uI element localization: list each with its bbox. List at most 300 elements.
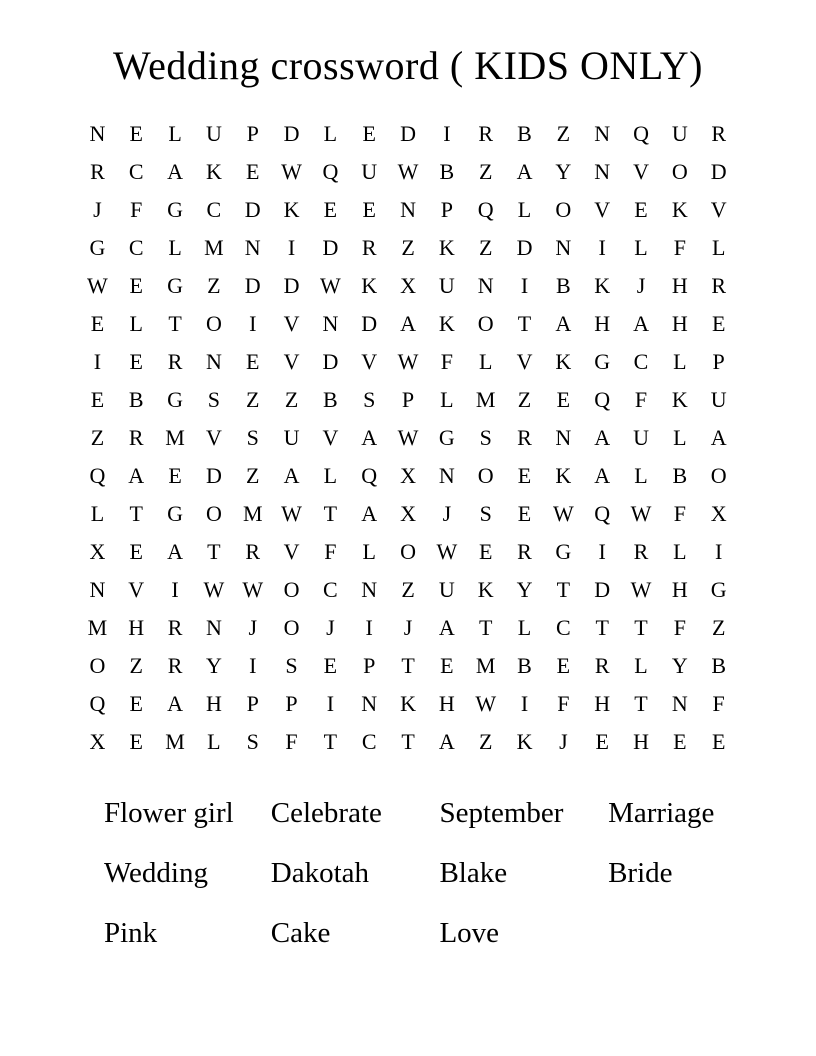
grid-cell: U xyxy=(438,273,455,298)
grid-cell: H xyxy=(594,691,611,716)
grid-cell: V xyxy=(322,425,339,450)
grid-cell: A xyxy=(516,159,533,184)
grid-cell: W xyxy=(281,501,302,526)
grid-cell: N xyxy=(205,615,222,640)
grid-cell: E xyxy=(90,387,105,412)
grid-cell: U xyxy=(710,387,727,412)
grid-cell: U xyxy=(283,425,300,450)
grid-cell: R xyxy=(711,273,726,298)
grid-cell: T xyxy=(595,615,609,640)
grid-row xyxy=(78,115,738,153)
grid-cell: D xyxy=(516,235,533,260)
grid-cell: T xyxy=(129,501,143,526)
grid-cell: M xyxy=(204,235,224,260)
grid-cell: K xyxy=(400,691,416,716)
grid-cell: L xyxy=(323,121,338,146)
grid-cell: E xyxy=(129,539,143,564)
grid-cell: W xyxy=(203,577,225,602)
grid-cell: K xyxy=(516,729,533,754)
grid-row xyxy=(78,343,738,381)
grid-cell: A xyxy=(167,159,184,184)
grid-cell: N xyxy=(244,235,261,260)
grid-cell: N xyxy=(322,311,339,336)
grid-cell: T xyxy=(401,729,415,754)
grid-cell: B xyxy=(711,653,726,678)
grid-cell: M xyxy=(87,615,108,640)
grid-cell: A xyxy=(438,615,455,640)
grid-cell: Q xyxy=(633,121,649,146)
grid-cell: N xyxy=(205,349,222,374)
grid-cell: Q xyxy=(594,387,611,412)
word-list xyxy=(58,761,758,963)
grid-cell: A xyxy=(400,311,416,336)
grid-cell: V xyxy=(633,159,649,184)
grid-cell: X xyxy=(89,539,106,564)
grid-cell: W xyxy=(475,691,497,716)
grid-cell: V xyxy=(710,197,727,222)
grid-row xyxy=(78,267,738,305)
grid-cell: E xyxy=(129,273,143,298)
grid-cell: R xyxy=(167,349,183,374)
grid-cell: W xyxy=(436,539,458,564)
grid-cell: U xyxy=(671,121,688,146)
grid-cell: M xyxy=(475,387,496,412)
grid-cell: O xyxy=(710,463,727,488)
word-list-item: September xyxy=(439,796,564,829)
grid-cell: R xyxy=(167,653,183,678)
grid-cell: U xyxy=(438,577,455,602)
grid-cell: J xyxy=(636,273,646,298)
grid-cell: G xyxy=(167,387,184,412)
grid-cell: V xyxy=(594,197,611,222)
grid-cell: K xyxy=(594,273,611,298)
grid-cell: J xyxy=(326,615,335,640)
grid-cell: L xyxy=(517,197,532,222)
grid-cell: V xyxy=(283,349,300,374)
grid-cell: C xyxy=(128,235,144,260)
grid-cell: C xyxy=(633,349,649,374)
grid-row xyxy=(78,571,738,609)
grid-cell: D xyxy=(361,311,378,336)
grid-cell: L xyxy=(517,615,532,640)
grid-cell: V xyxy=(361,349,378,374)
grid-cell: Q xyxy=(89,463,106,488)
grid-cell: D xyxy=(244,197,261,222)
grid-cell: F xyxy=(324,539,337,564)
grid-cell: C xyxy=(323,577,338,602)
grid-cell: L xyxy=(207,729,221,754)
grid-cell: E xyxy=(129,729,143,754)
grid-cell: I xyxy=(520,273,529,298)
grid-cell: I xyxy=(715,539,723,564)
grid-cell: Z xyxy=(246,387,260,412)
word-list-item: Wedding xyxy=(104,856,208,889)
grid-cell: I xyxy=(287,235,296,260)
grid-row xyxy=(78,305,738,343)
grid-cell: F xyxy=(634,387,648,412)
grid-cell: R xyxy=(594,653,610,678)
grid-cell: K xyxy=(438,235,455,260)
grid-cell: F xyxy=(440,349,453,374)
grid-cell: D xyxy=(322,235,339,260)
grid-cell: T xyxy=(556,577,571,602)
grid-cell: E xyxy=(129,121,143,146)
grid-cell: J xyxy=(403,615,413,640)
grid-cell: Z xyxy=(284,387,299,412)
grid-cell: W xyxy=(87,273,108,298)
grid-cell: C xyxy=(556,615,571,640)
grid-cell: Z xyxy=(556,121,571,146)
grid-cell: M xyxy=(475,653,496,678)
grid-cell: O xyxy=(205,501,222,526)
grid-cell: N xyxy=(477,273,494,298)
grid-cell: S xyxy=(246,729,259,754)
grid-cell: W xyxy=(397,159,419,184)
grid-cell: S xyxy=(363,387,376,412)
grid-cell: E xyxy=(129,349,143,374)
grid-cell: S xyxy=(207,387,221,412)
grid-cell: N xyxy=(594,121,611,146)
page-title: Wedding crossword ( KIDS ONLY) xyxy=(113,43,703,88)
grid-cell: G xyxy=(555,539,572,564)
grid-cell: E xyxy=(440,653,454,678)
grid-cell: E xyxy=(323,653,338,678)
grid-cell: D xyxy=(283,273,300,298)
grid-cell: G xyxy=(167,273,184,298)
grid-cell: F xyxy=(673,235,686,260)
word-list-item: Pink xyxy=(104,916,158,949)
grid-cell: L xyxy=(634,235,648,260)
grid-row xyxy=(78,229,738,267)
grid-cell: D xyxy=(400,121,416,146)
grid-cell: O xyxy=(671,159,688,184)
grid-cell: E xyxy=(168,463,182,488)
grid-cell: N xyxy=(400,197,416,222)
grid-cell: T xyxy=(323,501,338,526)
word-list-item: Bride xyxy=(608,856,673,889)
grid-cell: O xyxy=(205,311,222,336)
grid-cell: P xyxy=(363,653,376,678)
word-list-item: Celebrate xyxy=(270,796,382,829)
grid-cell: E xyxy=(90,311,105,336)
grid-cell: Z xyxy=(517,387,532,412)
grid-cell: T xyxy=(207,539,221,564)
grid-cell: G xyxy=(438,425,455,450)
grid-cell: U xyxy=(205,121,222,146)
grid-cell: N xyxy=(671,691,688,716)
grid-row xyxy=(78,609,738,647)
grid-cell: B xyxy=(556,273,571,298)
grid-cell: K xyxy=(205,159,222,184)
grid-cell: Z xyxy=(401,235,415,260)
grid-cell: S xyxy=(479,425,492,450)
grid-cell: Y xyxy=(205,653,222,678)
grid-row xyxy=(78,419,738,457)
grid-cell: R xyxy=(167,615,183,640)
grid-cell: D xyxy=(710,159,727,184)
grid-cell: T xyxy=(401,653,415,678)
grid-cell: O xyxy=(477,311,494,336)
grid-cell: E xyxy=(556,653,571,678)
grid-cell: E xyxy=(595,729,609,754)
grid-cell: L xyxy=(634,653,648,678)
grid-cell: L xyxy=(673,425,687,450)
grid-cell: E xyxy=(478,539,493,564)
grid-cell: Z xyxy=(129,653,143,678)
grid-cell: A xyxy=(283,463,300,488)
grid-cell: L xyxy=(673,349,687,374)
grid-row xyxy=(78,153,738,191)
grid-cell: A xyxy=(167,691,184,716)
grid-cell: A xyxy=(555,311,572,336)
grid-cell: N xyxy=(555,425,572,450)
grid-cell: K xyxy=(283,197,300,222)
grid-cell: Z xyxy=(711,615,726,640)
grid-cell: V xyxy=(283,311,300,336)
grid-cell: E xyxy=(246,159,260,184)
grid-cell: N xyxy=(89,121,106,146)
grid-cell: D xyxy=(205,463,222,488)
grid-cell: E xyxy=(129,691,143,716)
grid-cell: Z xyxy=(478,235,493,260)
grid-row xyxy=(78,381,738,419)
grid-cell: A xyxy=(594,463,611,488)
grid-cell: G xyxy=(167,501,184,526)
grid-cell: B xyxy=(323,387,338,412)
grid-cell: F xyxy=(712,691,725,716)
grid-cell: R xyxy=(517,539,532,564)
grid-cell: B xyxy=(517,653,532,678)
grid-cell: Z xyxy=(401,577,415,602)
grid-cell: R xyxy=(711,121,726,146)
grid-cell: R xyxy=(245,539,261,564)
grid-cell: U xyxy=(361,159,378,184)
grid-cell: I xyxy=(365,615,373,640)
grid-cell: N xyxy=(89,577,106,602)
grid-cell: W xyxy=(397,349,419,374)
grid-cell: W xyxy=(397,425,419,450)
word-list-item: Flower girl xyxy=(104,796,234,829)
grid-cell: W xyxy=(630,577,652,602)
grid-cell: I xyxy=(249,311,257,336)
grid-cell: I xyxy=(171,577,179,602)
grid-cell: X xyxy=(710,501,727,526)
grid-cell: F xyxy=(557,691,570,716)
grid-cell: V xyxy=(205,425,222,450)
grid-cell: F xyxy=(130,197,143,222)
grid-cell: A xyxy=(710,425,727,450)
grid-cell: X xyxy=(400,273,416,298)
grid-cell: M xyxy=(165,425,185,450)
grid-row xyxy=(78,533,738,571)
grid-cell: L xyxy=(478,349,493,374)
word-search-grid xyxy=(78,89,738,761)
grid-cell: N xyxy=(361,691,378,716)
grid-cell: F xyxy=(673,501,686,526)
grid-cell: V xyxy=(283,539,300,564)
grid-cell: T xyxy=(634,691,648,716)
word-list-item: Dakotah xyxy=(270,856,370,889)
grid-cell: D xyxy=(594,577,611,602)
grid-cell: U xyxy=(633,425,649,450)
grid-cell: W xyxy=(320,273,341,298)
grid-cell: R xyxy=(361,235,377,260)
grid-cell: D xyxy=(283,121,300,146)
grid-cell: H xyxy=(438,691,455,716)
grid-cell: B xyxy=(517,121,532,146)
grid-cell: N xyxy=(555,235,572,260)
grid-cell: L xyxy=(323,463,338,488)
grid-cell: L xyxy=(634,463,648,488)
grid-cell: X xyxy=(89,729,106,754)
grid-cell: H xyxy=(671,273,688,298)
grid-cell: Z xyxy=(90,425,105,450)
grid-cell: O xyxy=(283,577,300,602)
grid-cell: H xyxy=(594,311,611,336)
grid-cell: Q xyxy=(322,159,339,184)
grid-row xyxy=(78,723,738,761)
grid-cell: L xyxy=(673,539,687,564)
grid-cell: X xyxy=(400,501,416,526)
grid-cell: R xyxy=(90,159,105,184)
grid-cell: B xyxy=(128,387,144,412)
grid-cell: L xyxy=(711,235,726,260)
grid-cell: V xyxy=(128,577,145,602)
grid-cell: A xyxy=(438,729,455,754)
word-list-item: Cake xyxy=(270,916,331,949)
grid-cell: F xyxy=(673,615,686,640)
grid-cell: G xyxy=(89,235,106,260)
word-list-row xyxy=(104,783,758,843)
grid-cell: H xyxy=(205,691,222,716)
grid-cell: B xyxy=(672,463,688,488)
word-list-item: Blake xyxy=(439,856,508,889)
grid-cell: C xyxy=(361,729,377,754)
grid-cell: E xyxy=(323,197,338,222)
grid-cell: N xyxy=(594,159,611,184)
grid-cell: I xyxy=(520,691,529,716)
grid-cell: H xyxy=(633,729,649,754)
grid-cell: C xyxy=(128,159,144,184)
grid-cell: R xyxy=(633,539,649,564)
grid-cell: P xyxy=(246,121,259,146)
grid-cell: O xyxy=(283,615,300,640)
grid-cell: Q xyxy=(89,691,106,716)
grid-cell: D xyxy=(322,349,339,374)
grid-cell: M xyxy=(165,729,185,754)
grid-cell: E xyxy=(556,387,571,412)
grid-cell: E xyxy=(634,197,648,222)
grid-cell: I xyxy=(443,121,451,146)
grid-cell: T xyxy=(634,615,648,640)
grid-cell: A xyxy=(361,425,378,450)
grid-cell: H xyxy=(671,577,688,602)
grid-cell: R xyxy=(478,121,494,146)
grid-cell: Z xyxy=(478,729,493,754)
grid-cell: E xyxy=(362,121,376,146)
grid-cell: D xyxy=(244,273,261,298)
grid-cell: E xyxy=(711,311,726,336)
grid-cell: L xyxy=(168,121,182,146)
grid-cell: I xyxy=(326,691,335,716)
grid-cell: R xyxy=(517,425,532,450)
grid-cell: J xyxy=(442,501,452,526)
grid-row xyxy=(78,495,738,533)
grid-cell: S xyxy=(479,501,492,526)
grid-cell: A xyxy=(361,501,378,526)
grid-cell: Q xyxy=(594,501,611,526)
word-list-row xyxy=(104,843,758,903)
grid-cell: L xyxy=(168,235,182,260)
grid-cell: S xyxy=(246,425,259,450)
grid-cell: N xyxy=(438,463,455,488)
grid-cell: L xyxy=(440,387,454,412)
grid-cell: L xyxy=(90,501,105,526)
grid-cell: R xyxy=(128,425,144,450)
grid-cell: O xyxy=(555,197,572,222)
grid-cell: T xyxy=(478,615,493,640)
grid-cell: J xyxy=(559,729,568,754)
grid-cell: P xyxy=(246,691,259,716)
grid-cell: E xyxy=(673,729,687,754)
grid-row xyxy=(78,457,738,495)
grid-cell: W xyxy=(242,577,264,602)
grid-row xyxy=(78,191,738,229)
grid-cell: L xyxy=(362,539,376,564)
word-list-item: Love xyxy=(439,916,500,949)
word-list-item: Marriage xyxy=(608,796,715,829)
grid-cell: E xyxy=(517,501,532,526)
grid-cell: K xyxy=(555,349,572,374)
grid-cell: I xyxy=(598,539,606,564)
grid-cell: L xyxy=(129,311,143,336)
grid-cell: P xyxy=(440,197,453,222)
grid-cell: K xyxy=(671,387,688,412)
grid-cell: K xyxy=(671,197,688,222)
grid-cell: I xyxy=(598,235,606,260)
grid-cell: V xyxy=(516,349,533,374)
grid-cell: M xyxy=(242,501,263,526)
grid-cell: T xyxy=(323,729,338,754)
grid-cell: N xyxy=(361,577,378,602)
grid-cell: A xyxy=(633,311,649,336)
grid-cell: W xyxy=(552,501,574,526)
grid-cell: O xyxy=(400,539,416,564)
grid-row xyxy=(78,647,738,685)
grid-cell: P xyxy=(285,691,298,716)
grid-cell: G xyxy=(710,577,727,602)
grid-cell: F xyxy=(285,729,298,754)
grid-cell: H xyxy=(128,615,145,640)
grid-row xyxy=(78,685,738,723)
grid-cell: E xyxy=(362,197,376,222)
grid-cell: E xyxy=(517,463,532,488)
grid-cell: Z xyxy=(478,159,493,184)
grid-cell: K xyxy=(555,463,572,488)
grid-cell: H xyxy=(671,311,688,336)
grid-cell: B xyxy=(439,159,455,184)
grid-cell: J xyxy=(93,197,102,222)
grid-cell: Q xyxy=(361,463,378,488)
grid-cell: X xyxy=(400,463,416,488)
grid-cell: O xyxy=(89,653,106,678)
grid-cell: W xyxy=(630,501,652,526)
grid-cell: Q xyxy=(477,197,494,222)
grid-cell: E xyxy=(711,729,726,754)
grid-cell: Y xyxy=(516,577,533,602)
grid-cell: A xyxy=(594,425,611,450)
grid-cell: E xyxy=(246,349,260,374)
